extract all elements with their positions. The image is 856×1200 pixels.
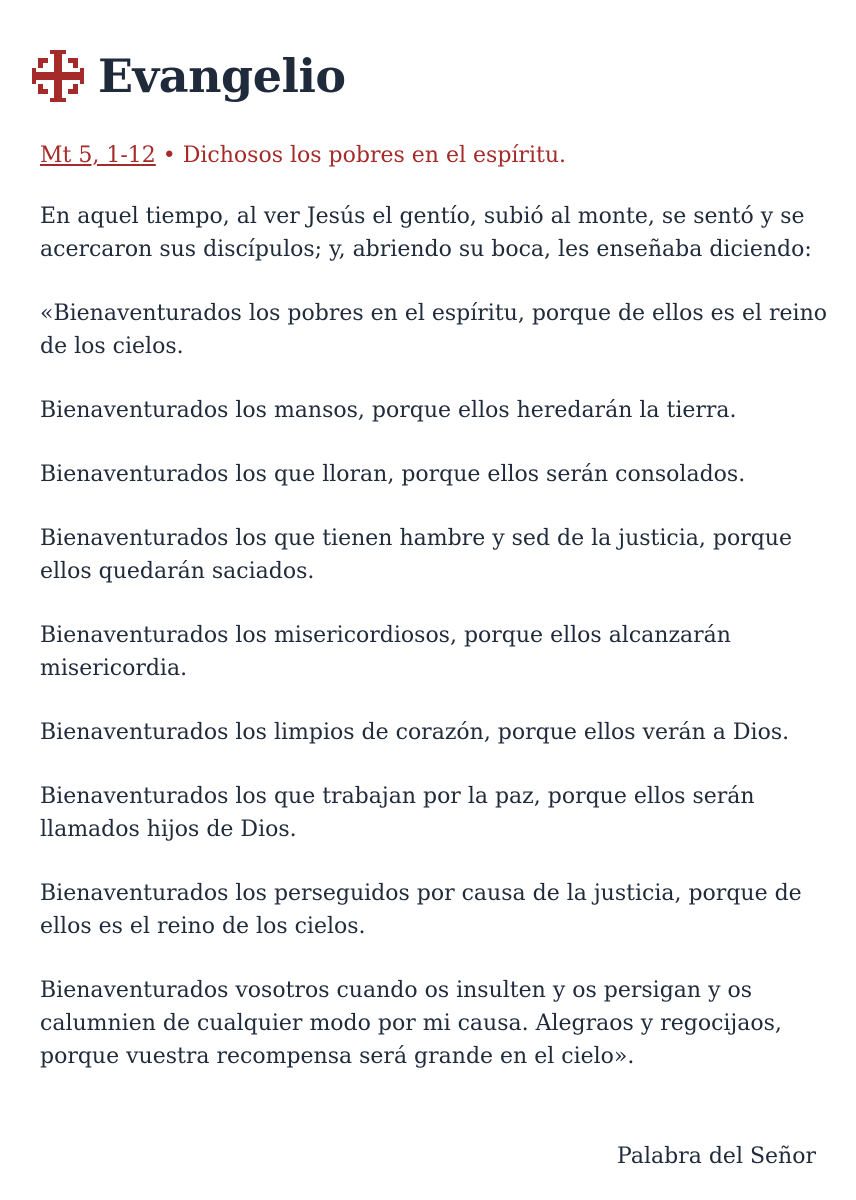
paragraph-beatitude-7: Bienaventurados los que trabajan por la paz, porque ellos serán llamados hijos de Dios. <box>40 784 755 842</box>
paragraph-beatitude-3: Bienaventurados los que lloran, porque ellos serán consolados. <box>40 462 746 487</box>
citation-summary: Dichosos los pobres en el espíritu. <box>182 143 566 168</box>
citation-line <box>40 140 566 172</box>
paragraph-beatitude-2: Bienaventurados los mansos, porque ellos heredarán la tierra. <box>40 398 737 423</box>
paragraph-beatitude-4: Bienaventurados los que tienen hambre y sed de la justicia, porque ellos quedarán saciados. <box>40 526 792 584</box>
cross-icon <box>30 48 86 104</box>
page-title: Evangelio <box>98 49 346 103</box>
paragraph-beatitude-9: Bienaventurados vosotros cuando os insulten y os persigan y os calumnien de cualquier modo por mi causa. Alegraos y regocijaos, porque vuestra recompensa será grande en el cielo». <box>40 978 782 1069</box>
closing-acclamation: Palabra del Señor <box>617 1144 816 1169</box>
paragraph-intro: En aquel tiempo, al ver Jesús el gentío, subió al monte, se sentó y se acercaron sus discípulos; y, abriendo su boca, les enseñaba diciendo: <box>40 204 812 262</box>
citation-separator: • <box>155 143 183 168</box>
citation-reference-link[interactable]: Mt 5, 1-12 <box>40 143 156 168</box>
paragraph-beatitude-5: Bienaventurados los misericordiosos, porque ellos alcanzarán misericordia. <box>40 623 731 681</box>
paragraph-beatitude-6: Bienaventurados los limpios de corazón, porque ellos verán a Dios. <box>40 720 790 745</box>
paragraph-beatitude-1: «Bienaventurados los pobres en el espíritu, porque de ellos es el reino de los cielos. <box>40 301 828 359</box>
paragraph-beatitude-8: Bienaventurados los perseguidos por causa de la justicia, porque de ellos es el reino de los cielos. <box>40 881 802 939</box>
page-header <box>30 46 346 106</box>
gospel-text <box>40 200 830 1104</box>
